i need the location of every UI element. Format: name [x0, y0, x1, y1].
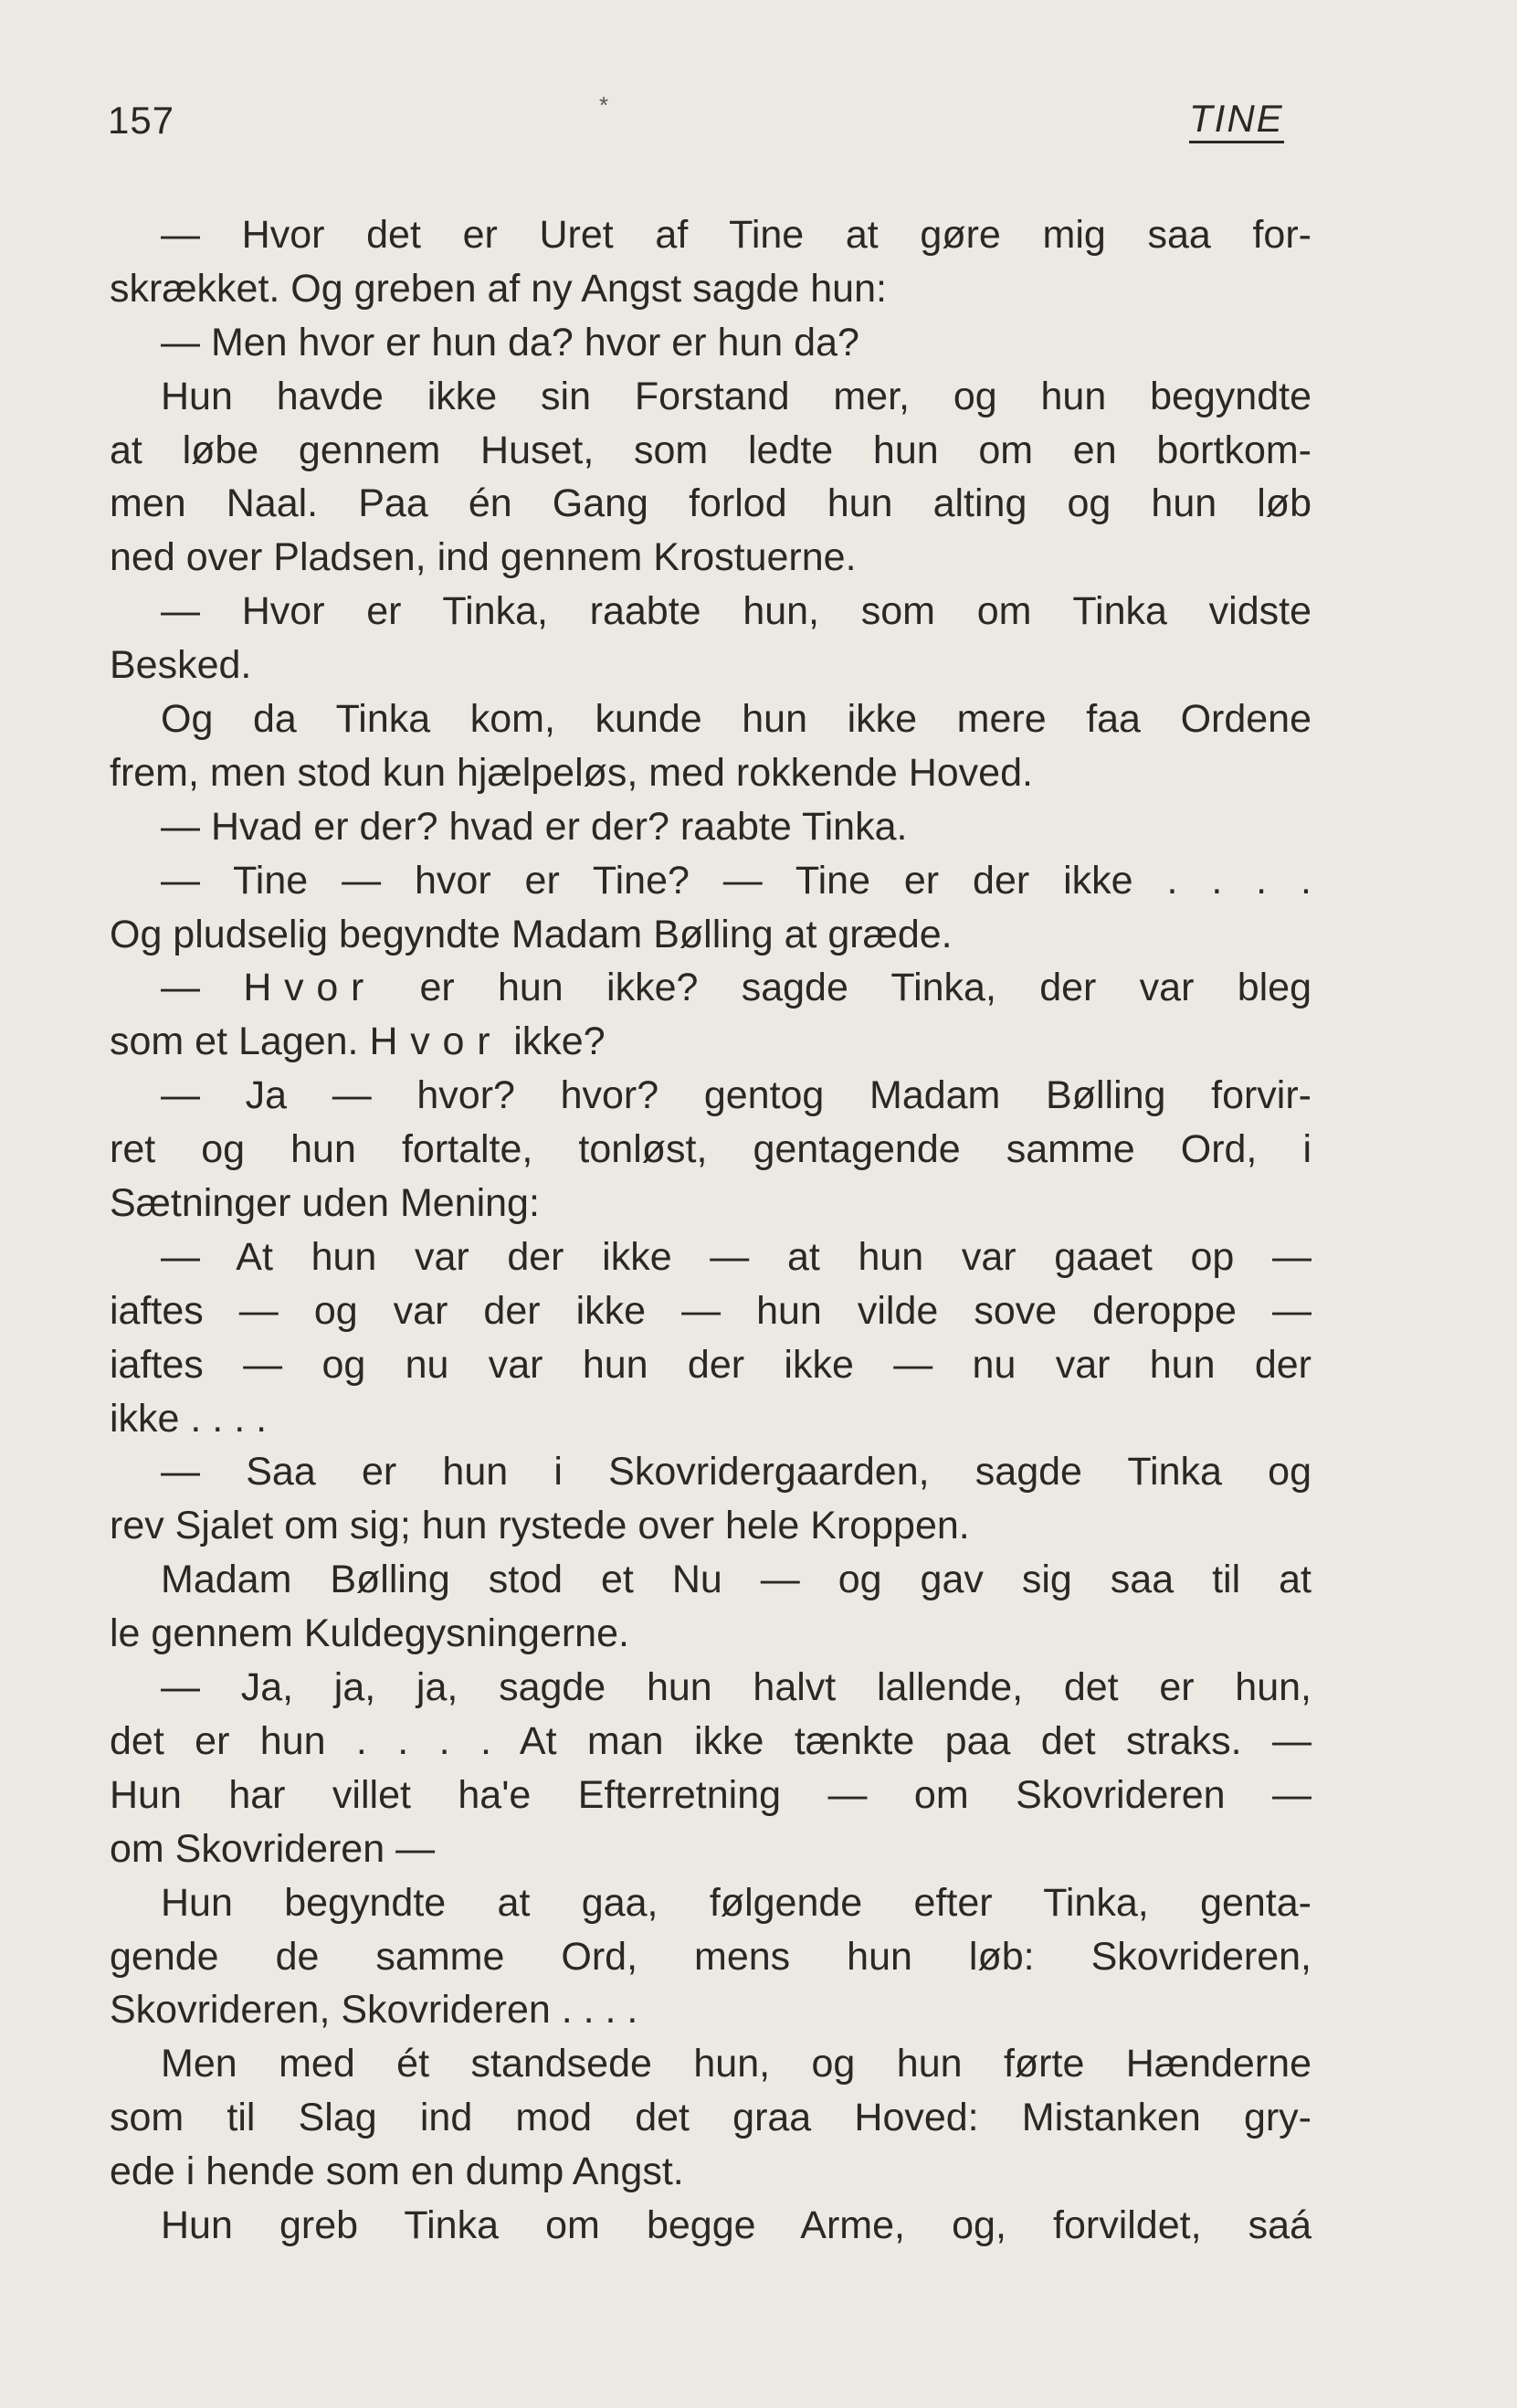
text-line: — Ja — hvor? hvor? gentog Madam Bølling forvir-: [161, 1073, 1312, 1118]
printer-mark: *: [599, 91, 609, 119]
text-line: Hun havde ikke sin Forstand mer, og hun begyndte: [161, 374, 1312, 418]
text-line: at løbe gennem Huset, som ledte hun om en bortkom-: [110, 428, 1312, 472]
text-line: Og pludselig begyndte Madam Bølling at græde.: [110, 912, 953, 956]
text-line: Hun har villet ha'e Efterretning — om Skovrideren —: [110, 1772, 1312, 1817]
text-line: men Naal. Paa én Gang forlod hun alting og hun løb: [110, 481, 1312, 526]
text-line: om Skovrideren —: [110, 1826, 436, 1871]
text-line: — Saa er hun i Skovridergaarden, sagde Tinka og: [161, 1450, 1312, 1494]
body-text: [110, 208, 1312, 2253]
text-line: — At hun var der ikke — at hun var gaaet op —: [161, 1234, 1312, 1279]
text-line: Hun begyndte at gaa, følgende efter Tinka, genta-: [161, 1880, 1312, 1925]
text-line: [110, 1015, 1312, 1069]
text-line: som til Slag ind mod det graa Hoved: Mistanken gry-: [110, 2096, 1312, 2140]
text-line: Sætninger uden Mening:: [110, 1181, 540, 1226]
text-line: ikke . . . .: [110, 1396, 268, 1441]
text-line: ede i hende som en dump Angst.: [110, 2149, 684, 2194]
text-line: ned over Pladsen, ind gennem Krostuerne.: [110, 535, 857, 580]
text-line: — Ja, ja, ja, sagde hun halvt lallende, det er hun,: [161, 1665, 1312, 1710]
text-line: Madam Bølling stod et Nu — og gav sig saa til at: [161, 1558, 1312, 1602]
text-line: — Hvor det er Uret af Tine at gøre mig saa for-: [161, 213, 1312, 257]
spaced-emphasis: Hvor: [369, 1019, 503, 1064]
text-line: — Hvor er Tinka, raabte hun, som om Tinka vidste: [161, 589, 1312, 634]
text-line: Og da Tinka kom, kunde hun ikke mere faa Ordene: [161, 697, 1312, 742]
text-line: iaftes — og nu var hun der ikke — nu var hun der: [110, 1342, 1312, 1387]
text-line: [110, 961, 1312, 1015]
text-line: gende de samme Ord, mens hun løb: Skovrideren,: [110, 1934, 1312, 1979]
text-line: det er hun . . . . At man ikke tænkte paa det straks. —: [110, 1718, 1312, 1763]
text-segment: —: [161, 966, 244, 1010]
text-line: Hun greb Tinka om begge Arme, og, forvildet, saá: [161, 2202, 1312, 2247]
running-title: TINE: [1189, 99, 1284, 143]
text-line: le gennem Kuldegysningerne.: [110, 1611, 629, 1656]
text-line: frem, men stod kun hjælpeløs, med rokkende Hoved.: [110, 750, 1033, 795]
spaced-emphasis: Hvor: [243, 966, 377, 1010]
text-line: — Tine — hvor er Tine? — Tine er der ikke . . . .: [161, 858, 1312, 903]
text-line: skrækket. Og greben af ny Angst sagde hun:: [110, 266, 887, 311]
text-segment: som et Lagen.: [110, 1019, 370, 1064]
text-segment: ikke?: [502, 1019, 606, 1064]
text-line: Besked.: [110, 643, 252, 688]
text-line: iaftes — og var der ikke — hun vilde sove deroppe —: [110, 1288, 1312, 1333]
text-line: Men med ét standsede hun, og hun førte Hænderne: [161, 2042, 1312, 2086]
text-line: ret og hun fortalte, tonløst, gentagende samme Ord, i: [110, 1127, 1312, 1172]
text-line: rev Sjalet om sig; hun rystede over hele Kroppen.: [110, 1504, 970, 1548]
text-line: — Hvad er der? hvad er der? raabte Tinka.: [161, 804, 908, 849]
page-number: 157: [108, 99, 175, 142]
text-line: — Men hvor er hun da? hvor er hun da?: [161, 320, 859, 364]
text-line: Skovrideren, Skovrideren . . . .: [110, 1988, 638, 2033]
text-segment: er hun ikke? sagde Tinka, der var bleg: [376, 966, 1312, 1010]
